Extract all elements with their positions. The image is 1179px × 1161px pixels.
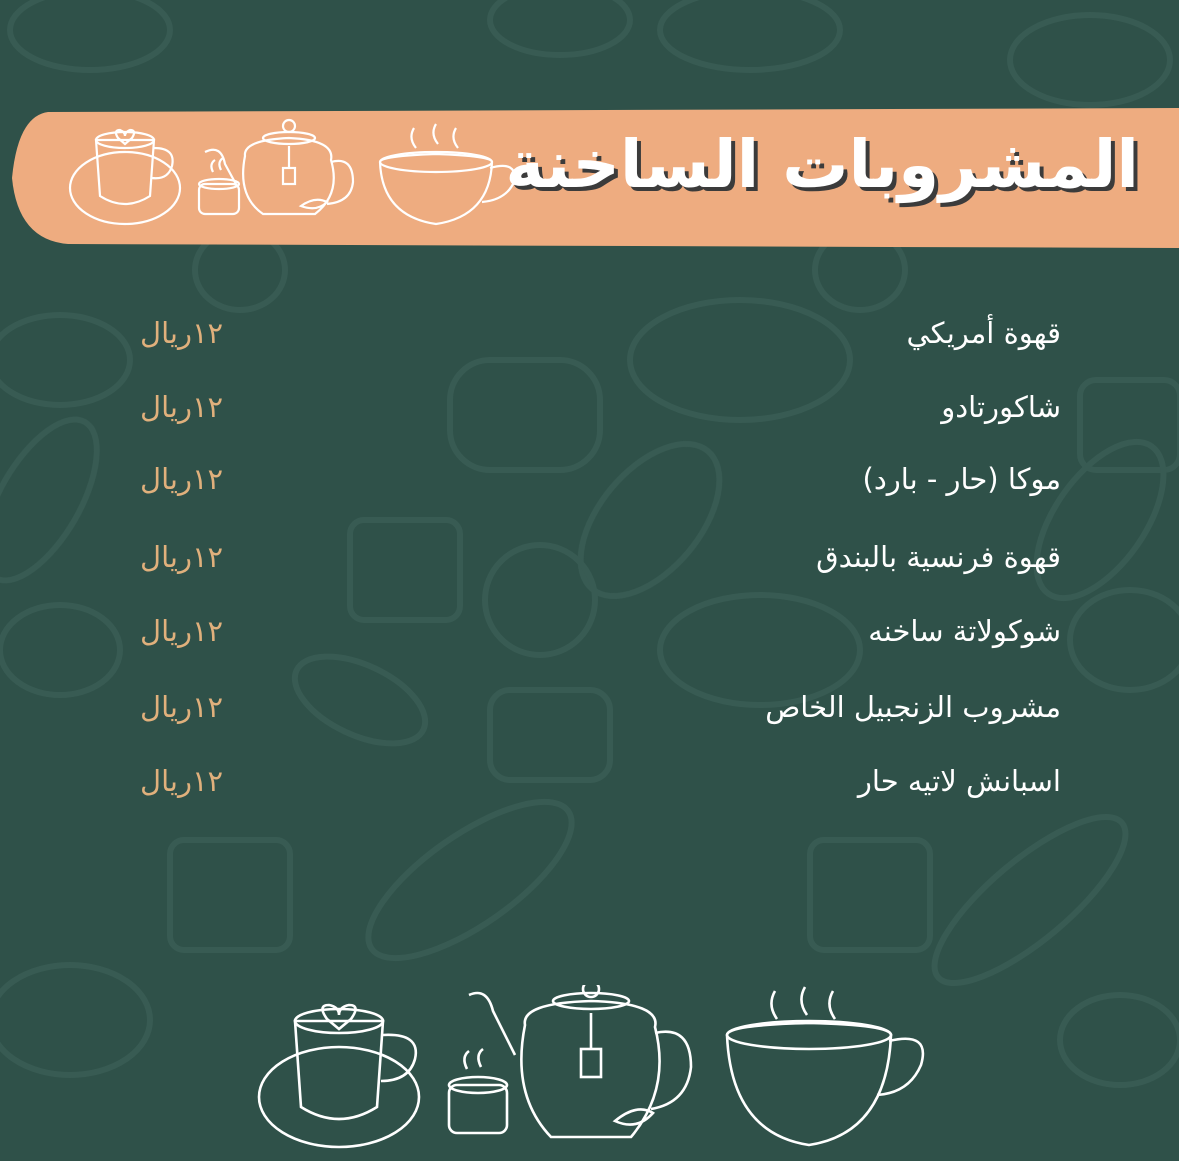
menu-item-name: موكا (حار - بارد) [862, 462, 1061, 496]
bottom-illustration [255, 985, 935, 1154]
menu-item-price: ١٢ريال [140, 690, 224, 724]
latte-cup-icon [259, 1005, 419, 1147]
menu-item [0, 316, 1179, 366]
menu-item-name: اسبانش لاتيه حار [857, 764, 1061, 798]
menu-item-price: ١٢ريال [140, 462, 224, 496]
menu-item [0, 462, 1179, 512]
menu-item [0, 614, 1179, 664]
page-title: المشروبات الساخنة [505, 126, 1139, 203]
menu-item-name: شاكورتادو [941, 390, 1061, 424]
menu-item-price: ١٢ريال [140, 614, 224, 648]
menu-item-price: ١٢ريال [140, 390, 224, 424]
menu-item [0, 390, 1179, 440]
menu-item-price: ١٢ريال [140, 540, 224, 574]
steaming-cup-icon [727, 987, 923, 1145]
menu-item [0, 540, 1179, 590]
menu-item-name: شوكولاتة ساخنه [868, 614, 1061, 648]
menu-item-name: قهوة أمريكي [906, 316, 1061, 350]
menu-item [0, 690, 1179, 740]
teapot-icon [449, 985, 691, 1137]
menu-item-name: مشروب الزنجبيل الخاص [765, 690, 1061, 724]
menu-item-price: ١٢ريال [140, 764, 224, 798]
menu-item-price: ١٢ريال [140, 316, 224, 350]
menu-item-name: قهوة فرنسية بالبندق [816, 540, 1061, 574]
menu-item [0, 764, 1179, 814]
